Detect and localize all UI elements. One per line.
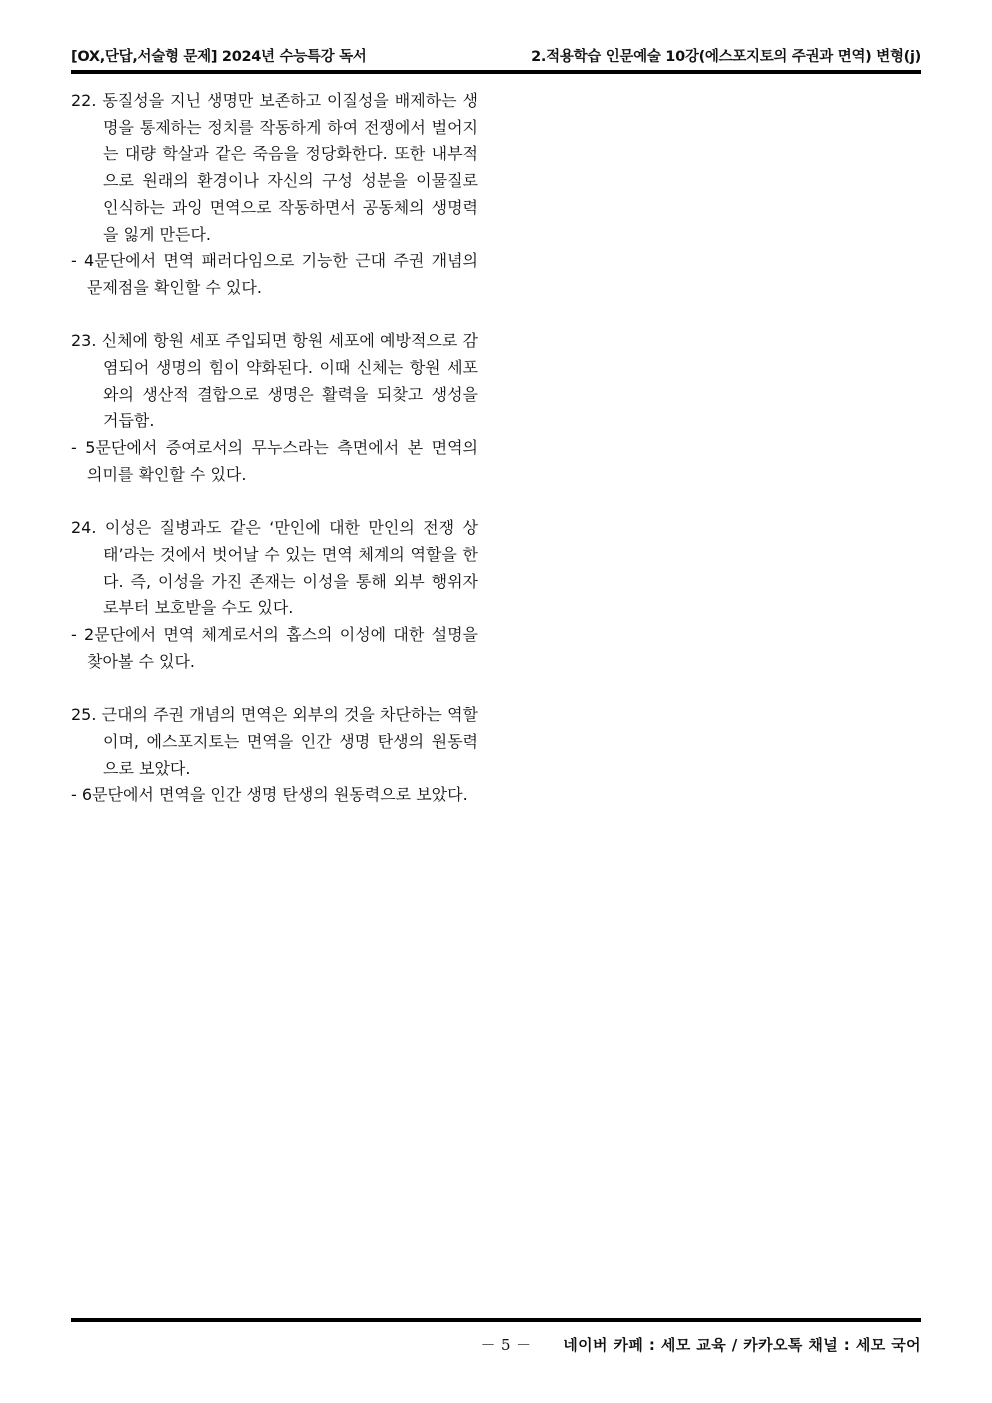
question-item-25 — [71, 702, 478, 809]
header-left-title: [OX,단답,서술형 문제] 2024년 수능특강 독서 — [71, 49, 367, 65]
question-item-23 — [71, 328, 478, 488]
question-body: 신체에 항원 세포 주입되면 항원 세포에 예방적으로 감염되어 생명의 힘이 약화된다. 이때 신체는 항원 세포와의 생산적 결합으로 생명은 활력을 되찾고 생성을 거듭함. — [101, 331, 478, 431]
answer-text: - 6문단에서 면역을 인간 생명 탄생의 원동력으로 보았다. — [71, 785, 468, 805]
answer-text: - 2문단에서 면역 체계로서의 홉스의 이성에 대한 설명을 찾아볼 수 있다. — [71, 625, 478, 671]
page-footer — [480, 1334, 921, 1355]
footer-divider — [71, 1318, 921, 1322]
question-body: 근대의 주권 개념의 면역은 외부의 것을 차단하는 역할이며, 에스포지토는 면역을 인간 생명 탄생의 원동력으로 보았다. — [101, 705, 478, 778]
question-text — [71, 328, 478, 435]
page-header — [71, 42, 921, 68]
question-text — [71, 702, 478, 782]
answer-text: - 4문단에서 면역 패러다임으로 기능한 근대 주권 개념의 문제점을 확인할 수 있다. — [71, 251, 478, 297]
question-item-24 — [71, 515, 478, 675]
question-number: 24. — [71, 518, 97, 538]
header-divider — [71, 70, 921, 74]
question-text — [71, 515, 478, 622]
question-number: 22. — [71, 91, 97, 110]
header-right-title: 2.적용학습 인문예술 10강(에스포지토의 주권과 면역) 변형(j) — [531, 49, 921, 65]
page-number: － 5 － — [480, 1336, 532, 1354]
question-item-22 — [71, 88, 478, 302]
question-body: 이성은 질병과도 같은 ‘만인에 대한 만인의 전쟁 상태’라는 것에서 벗어날 수 있는 면역 체계의 역할을 한다. 즉, 이성을 가진 존재는 이성을 통해 외부 행위자로부터 보호받을 수도 있다. — [103, 518, 478, 618]
question-body: 동질성을 지닌 생명만 보존하고 이질성을 배제하는 생명을 통제하는 정치를 작동하게 하여 전쟁에서 벌어지는 대량 학살과 같은 죽음을 정당화한다. 또한 내부적으로 원래의 환경이나 자신의 구성 성분을 이물질로 인식하는 과잉 면역으로 작동하면서 공동체의 생명력을 잃게 만든다. — [102, 91, 478, 244]
question-number: 23. — [71, 331, 97, 351]
question-number: 25. — [71, 705, 97, 725]
question-text — [71, 88, 478, 248]
question-list — [71, 88, 478, 836]
footer-text: 네이버 카페 : 세모 교육 / 카카오톡 채널 : 세모 국어 — [563, 1336, 921, 1354]
answer-text: - 5문단에서 증여로서의 무누스라는 측면에서 본 면역의 의미를 확인할 수 있다. — [71, 438, 478, 484]
